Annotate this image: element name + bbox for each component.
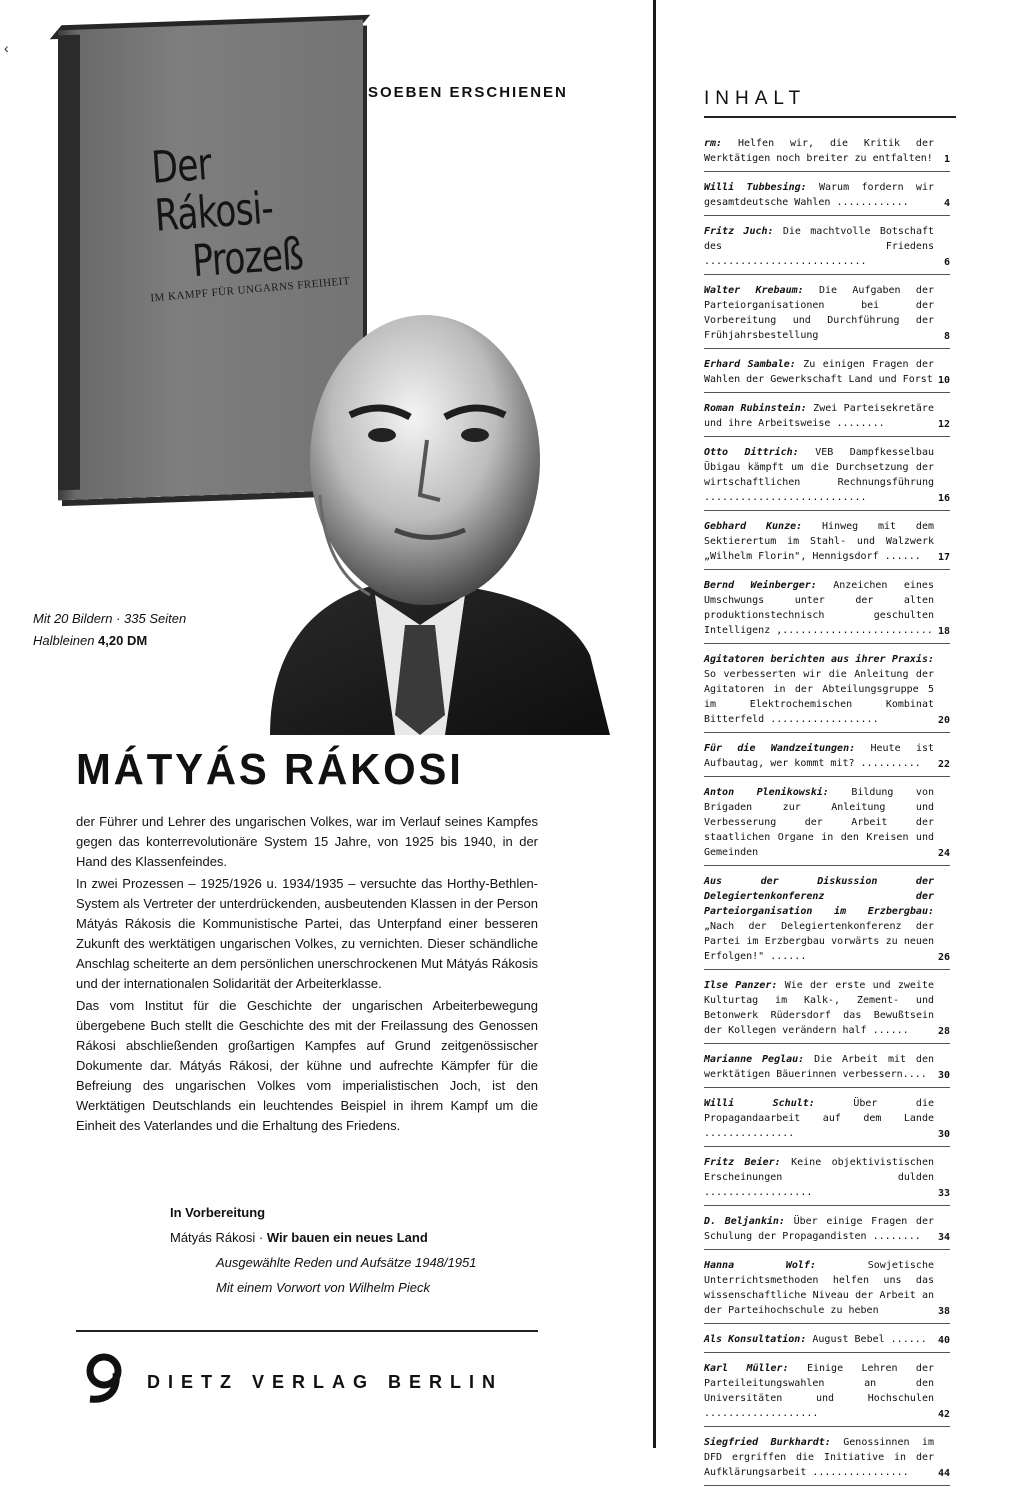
- toc-page: 40: [937, 1335, 950, 1346]
- book-price: 4,20 DM: [98, 633, 148, 648]
- book-cover-title: [150, 133, 331, 289]
- toc-entry[interactable]: [704, 1258, 950, 1324]
- toc-author: Als Konsultation:: [704, 1334, 807, 1345]
- toc-entry[interactable]: [704, 1052, 950, 1088]
- toc-page: 20: [937, 715, 950, 726]
- ad-paragraph-2: In zwei Prozessen – 1925/1926 u. 1934/1935 – versuchte das Horthy-Bethlen-System als Vertreter der unterdrückenden, ausbeutenden Klassen in der Person Mátyás Rákosis die Kommunistische Partei, das Unterpfand einer besseren Zukunft des werktätigen ungarischen Volkes, zu vernichten. Dieser schändliche Anschlag scheiterte an dem persönlichen unerschrockenen Mut Mátyás Rákosis und der internationalen Solidarität der Arbeiterklasse.: [76, 876, 538, 991]
- toc-page: 8: [943, 331, 950, 342]
- toc-entry[interactable]: [704, 578, 950, 644]
- toc-author: Siegfried Burkhardt:: [704, 1437, 831, 1448]
- toc-title: Einige Lehren der Parteileitungswahlen an den Universitäten und Hochschulen ...................: [704, 1363, 934, 1419]
- toc-page: 16: [937, 493, 950, 504]
- toc-page: 24: [937, 848, 950, 859]
- toc-entry[interactable]: [704, 785, 950, 866]
- toc-author: Willi Tubbesing:: [704, 182, 807, 193]
- toc-title: „Nach der Delegiertenkonferenz der Partei im Erzbergbau vorwärts zu neuen Erfolgen!" ......: [704, 921, 934, 962]
- in-preparation-subtitle: Ausgewählte Reden und Aufsätze 1948/1951: [216, 1255, 477, 1270]
- toc-author: Karl Müller:: [704, 1363, 789, 1374]
- toc-title: Zwei Parteisekretäre und ihre Arbeitsweise ........: [704, 403, 934, 429]
- toc-title: August Bebel ......: [812, 1334, 927, 1345]
- toc-author: Bernd Weinberger:: [704, 580, 817, 591]
- toc-author: D. Beljankin:: [704, 1216, 785, 1227]
- toc-entry[interactable]: [704, 519, 950, 570]
- toc-author: rm:: [704, 138, 723, 149]
- contents-rule: [704, 116, 956, 118]
- toc-entry[interactable]: [704, 283, 950, 349]
- portrait-photo: [230, 295, 610, 735]
- book-details-pages: Mit 20 Bildern · 335 Seiten: [33, 611, 187, 626]
- book-details: [33, 608, 186, 652]
- toc-title: VEB Dampfkesselbau Übigau kämpft um die Durchsetzung der wirtschaftlichen Rechnungsführung ...........................: [704, 447, 934, 503]
- toc-title: Helfen wir, die Kritik der Werktätigen noch breiter zu entfalten!: [704, 138, 934, 164]
- in-preparation-label: In Vorbereitung: [170, 1205, 266, 1220]
- toc-entry[interactable]: [704, 401, 950, 437]
- toc-page: 34: [937, 1232, 950, 1243]
- toc-page: 6: [943, 257, 950, 268]
- toc-page: 28: [937, 1026, 950, 1037]
- toc-entry[interactable]: [704, 978, 950, 1044]
- toc-author: Agitatoren berichten aus ihrer Praxis:: [704, 654, 934, 665]
- toc-entry[interactable]: [704, 1096, 950, 1147]
- toc-title: Bildung von Brigaden zur Anleitung und Verbesserung der Arbeit der staatlichen Organe in den Kreisen und Gemeinden: [704, 787, 934, 858]
- toc-entry[interactable]: [704, 136, 950, 172]
- toc-page: 42: [937, 1409, 950, 1420]
- new-release-kicker: SOEBEN ERSCHIENEN: [368, 84, 568, 101]
- toc-title: So verbesserten wir die Anleitung der Agitatoren in der Abteilungsgruppe 5 im Elektrochemischen Kombinat Bitterfeld ..................: [704, 669, 934, 725]
- toc-page: 33: [937, 1188, 950, 1199]
- toc-author: Ilse Panzer:: [704, 980, 778, 991]
- toc-page: 17: [937, 552, 950, 563]
- in-preparation-block: [170, 1200, 476, 1300]
- toc-page: 38: [937, 1306, 950, 1317]
- toc-entry[interactable]: [704, 180, 950, 216]
- toc-page: 1: [943, 154, 950, 165]
- toc-entry[interactable]: [704, 1361, 950, 1427]
- toc-page: 30: [937, 1070, 950, 1081]
- toc-page: 10: [937, 375, 950, 386]
- toc-author: Willi Schult:: [704, 1098, 815, 1109]
- in-preparation-author: Mátyás Rákosi ·: [170, 1230, 267, 1245]
- toc-title: Wie der erste und zweite Kulturtag im Kalk-, Zement- und Betonwerk Rüdersdorf das Bewußtsein der Kollegen verändern half ......: [704, 980, 934, 1036]
- toc-author: Fritz Beier:: [704, 1157, 781, 1168]
- toc-entry[interactable]: [704, 357, 950, 393]
- ad-body-text: [76, 812, 538, 1138]
- toc-author: Erhard Sambale:: [704, 359, 796, 370]
- toc-entry[interactable]: [704, 1155, 950, 1206]
- toc-title: Genossinnen im DFD ergriffen die Initiative in der Aufklärungsarbeit ................: [704, 1437, 934, 1478]
- toc-entry[interactable]: [704, 1435, 950, 1486]
- ad-paragraph-3: Das vom Institut für die Geschichte der ungarischen Arbeiterbewegung übergebene Buch stellt die Geschichte des mit der Freilassung des Genossen Rákosi abschließenden großartigen Kampfes auf Grund zeitgenössischer Dokumente dar. Mátyás Rákosi, der kühne und aufrechte Kämpfer für die Befreiung des ungarischen Volkes vom imperialistischen Joch, ist den Werktätigen Deutschlands ein leuchtendes Beispiel in ihrem Kampf um die Einheit des Vaterlandes und die Erhaltung des Friedens.: [76, 998, 538, 1133]
- binding-label: Halbleinen: [33, 633, 99, 648]
- toc-author: Aus der Diskussion der Delegiertenkonferenz der Parteiorganisation im Erzbergbau:: [704, 876, 934, 917]
- ad-paragraph-1: der Führer und Lehrer des ungarischen Volkes, war im Verlauf seines Kampfes gegen das konterrevolutionäre System 15 Jahre, von 1925 bis 1940, in der Hand des Klassenfeindes.: [76, 814, 538, 869]
- toc-page: 22: [937, 759, 950, 770]
- book-cover-title-line1: Der Rákosi-: [149, 138, 275, 242]
- contents-heading: INHALT: [704, 88, 807, 109]
- toc-author: Für die Wandzeitungen:: [704, 743, 856, 754]
- toc-title: Über die Propagandaarbeit auf dem Lande ...............: [704, 1098, 934, 1139]
- toc-entry[interactable]: [704, 1332, 950, 1353]
- book-cover-title-line2: Prozeß: [190, 228, 305, 288]
- in-preparation-title: [170, 1225, 476, 1250]
- toc-page: 4: [943, 198, 950, 209]
- toc-author: Anton Plenikowski:: [704, 787, 829, 798]
- column-divider: [653, 0, 656, 1448]
- margin-mark: ‹: [4, 40, 9, 56]
- toc-title: Warum fordern wir gesamtdeutsche Wahlen ............: [704, 182, 934, 208]
- book-cover-subtitle: IM KAMPF FÜR UNGARNS FREIHEIT: [149, 275, 351, 305]
- toc-author: Marianne Peglau:: [704, 1054, 805, 1065]
- toc-title: Sowjetische Unterrichtsmethoden helfen uns das wissenschaftliche Niveau der Arbeit an der Parteihochschule zu heben: [704, 1260, 934, 1316]
- table-of-contents: [704, 136, 950, 1494]
- toc-title: Heute ist Aufbautag, wer kommt mit? ..........: [704, 743, 935, 769]
- book-spine: [58, 35, 80, 491]
- toc-entry[interactable]: [704, 652, 950, 733]
- toc-title: Über einige Fragen der Schulung der Propagandisten ........: [704, 1216, 934, 1242]
- publisher-name: DIETZ VERLAG BERLIN: [147, 1372, 504, 1392]
- toc-title: Keine objektivistischen Erscheinungen dulden ..................: [704, 1157, 934, 1198]
- toc-entry[interactable]: [704, 224, 950, 275]
- toc-author: Gebhard Kunze:: [704, 521, 803, 532]
- toc-entry[interactable]: [704, 741, 950, 777]
- toc-author: Otto Dittrich:: [704, 447, 799, 458]
- in-preparation-book-title: Wir bauen ein neues Land: [266, 1230, 428, 1245]
- toc-page: 30: [937, 1129, 950, 1140]
- toc-page: 26: [937, 952, 950, 963]
- toc-title: Die Arbeit mit den werktätigen Bäuerinnen verbessern....: [704, 1054, 934, 1080]
- toc-author: Walter Krebaum:: [704, 285, 804, 296]
- toc-entry[interactable]: [704, 445, 950, 511]
- toc-page: 18: [937, 626, 950, 637]
- toc-author: Roman Rubinstein:: [704, 403, 807, 414]
- toc-entry[interactable]: [704, 1214, 950, 1250]
- toc-title: Anzeichen eines Umschwungs unter der alten produktionstechnisch geschulten Intelligenz ,.........................: [704, 580, 934, 636]
- toc-author: Fritz Juch:: [704, 226, 774, 237]
- author-heading: MÁTYÁS RÁKOSI: [76, 745, 464, 794]
- book-details-binding: [33, 630, 186, 652]
- toc-entry[interactable]: [704, 874, 950, 970]
- toc-title: Die Aufgaben der Parteiorganisationen bei der Vorbereitung und Durchführung der Frühjahrsbestellung: [704, 285, 934, 341]
- toc-title: Zu einigen Fragen der Wahlen der Gewerkschaft Land und Forst: [704, 359, 934, 385]
- toc-title: Hinweg mit dem Sektierertum im Stahl- und Walzwerk „Wilhelm Florin", Hennigsdorf ......: [704, 521, 934, 562]
- toc-page: 12: [937, 419, 950, 430]
- toc-title: Die machtvolle Botschaft des Friedens ...........................: [704, 226, 934, 267]
- toc-page: 44: [937, 1468, 950, 1479]
- publisher-logo-icon: [82, 1353, 126, 1405]
- toc-author: Hanna Wolf:: [704, 1260, 816, 1271]
- in-preparation-foreword: Mit einem Vorwort von Wilhelm Pieck: [216, 1280, 430, 1295]
- footer-rule: [76, 1330, 538, 1332]
